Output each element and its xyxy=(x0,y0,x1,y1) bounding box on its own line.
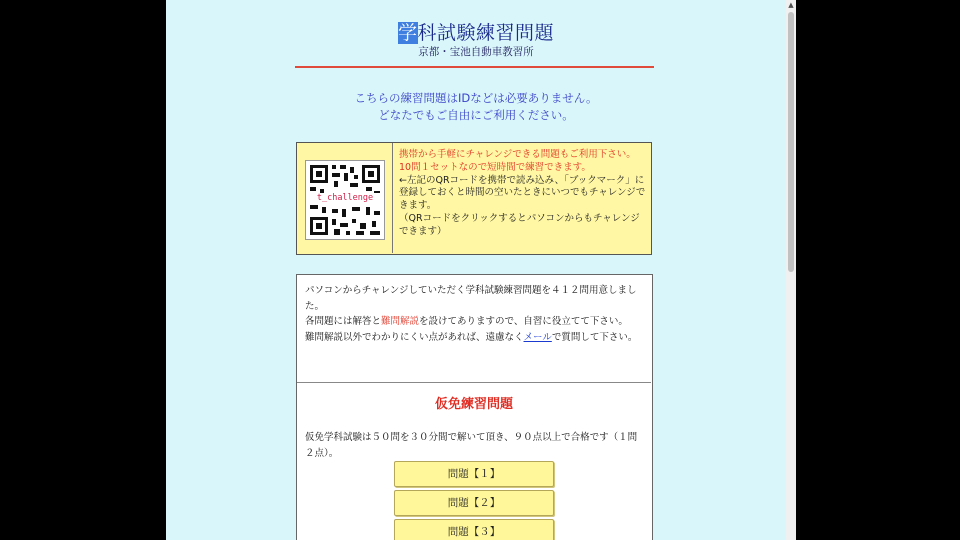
section-description: 仮免学科試験は５０問を３０分間で解いて頂き、９０点以上で合格です（１問２点）。 xyxy=(305,432,638,459)
info-line-2b: を設けてありますので、自習に役立てて下さい。 xyxy=(419,316,628,327)
main-panel xyxy=(296,274,653,540)
mobile-line-body: ←左記のQRコードを携帯で読み込み、「ブックマーク」に登録しておくと時間の空いたときにいつでもチャレンジできます。 xyxy=(399,174,646,212)
scroll-up-icon[interactable]: ▲ xyxy=(788,1,794,9)
qr-code-image[interactable] xyxy=(305,160,385,240)
mobile-challenge-box xyxy=(296,142,652,255)
info-line-3a: 難問解説以外でわかりにくい点があれば、遠慮なく xyxy=(305,331,524,343)
question-1-button[interactable]: 問題【１】 xyxy=(394,461,554,487)
intro-line-2: どなたでもご自由にご利用ください。 xyxy=(378,108,574,122)
title-text: 科試験練習問題 xyxy=(417,22,555,44)
info-line-2a: 各問題には解答と xyxy=(305,316,382,327)
header-divider xyxy=(295,66,654,68)
intro-text xyxy=(166,90,786,124)
section-title: 仮免練習問題 xyxy=(434,397,513,412)
info-text xyxy=(305,283,643,345)
scroll-thumb[interactable] xyxy=(788,12,794,272)
title-selected-text[interactable]: 学 xyxy=(397,22,418,44)
qr-label: t_challenge xyxy=(306,193,384,204)
question-3-button[interactable]: 問題【３】 xyxy=(394,519,554,540)
mobile-line-red-2: 10問１セットなので短時間で練習できます。 xyxy=(399,161,591,173)
info-line-3b: で質問して下さい。 xyxy=(551,331,638,343)
intro-line-1: こちらの練習問題はIDなどは必要ありません。 xyxy=(354,91,598,105)
page-subtitle: 京都・宝池自動車教習所 xyxy=(418,46,534,58)
question-2-button[interactable]: 問題【２】 xyxy=(394,490,554,516)
info-line-1: パソコンからチャレンジしていただく学科試験練習問題を４１２問用意しました。 xyxy=(305,285,637,312)
difficult-explanation-label: 難問解説 xyxy=(381,316,420,327)
vertical-scrollbar[interactable] xyxy=(786,0,796,540)
mobile-line-note: （QRコードをクリックするとパソコンからもチャレンジできます） xyxy=(399,212,640,237)
page-viewport xyxy=(166,0,786,540)
mail-link[interactable]: メール xyxy=(523,331,552,343)
mobile-line-red-1: 携帯から手軽にチャレンジできる問題もご利用下さい。 xyxy=(399,149,636,160)
qr-cell xyxy=(297,143,393,253)
page-title xyxy=(166,18,786,45)
mobile-challenge-text xyxy=(399,149,647,239)
info-section xyxy=(297,275,651,383)
